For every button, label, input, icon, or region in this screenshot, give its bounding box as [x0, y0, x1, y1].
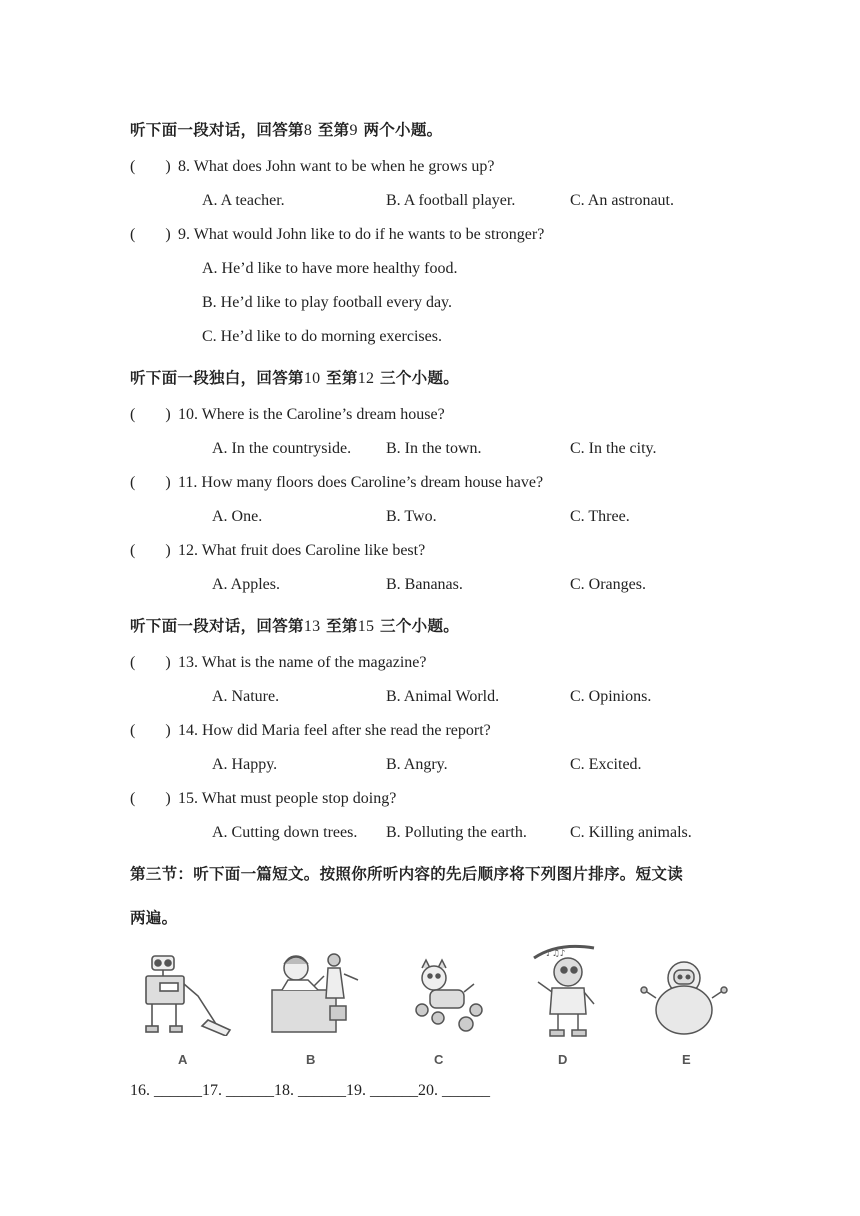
option-b: B. He’d like to play football every day. — [202, 294, 452, 311]
option-c: C. Three. — [570, 508, 630, 525]
question-9: ( ) 9. What would John like to do if he wants to be stronger? — [130, 226, 545, 243]
option-a: A. He’d like to have more healthy food. — [202, 260, 458, 277]
question-11: ( ) 11. How many floors does Caroline’s dream house have? — [130, 474, 544, 491]
picture-d-robot-with-music — [528, 942, 600, 1040]
option-a: A. Nature. — [212, 688, 280, 705]
answer-blank[interactable]: ( ) — [130, 542, 171, 559]
answer-blank[interactable]: ( ) — [130, 474, 171, 491]
option-c: C. An astronaut. — [570, 192, 674, 209]
option-a: A. Cutting down trees. — [212, 824, 358, 841]
option-b: B. Two. — [386, 508, 437, 525]
option-b: B. Angry. — [386, 756, 448, 773]
part3-instruction-line1: 第三节：听下面一篇短文。按照你所听内容的先后顺序将下列图片排序。短文读 — [130, 865, 684, 883]
option-c: C. Excited. — [570, 756, 642, 773]
section-heading: 听下面一段独白，回答第10 至第12 三个小题。 — [130, 369, 460, 387]
option-b: B. Polluting the earth. — [386, 824, 527, 841]
answer-blank[interactable]: ( ) — [130, 406, 171, 423]
answer-blank[interactable]: ( ) — [130, 722, 171, 739]
option-a: A. In the countryside. — [212, 440, 352, 457]
option-a: A. Happy. — [212, 756, 278, 773]
option-a: A. One. — [212, 508, 263, 525]
answer-blank[interactable]: ( ) — [130, 226, 171, 243]
question-8: ( ) 8. What does John want to be when he grows up? — [130, 158, 495, 175]
answer-blank[interactable]: ( ) — [130, 790, 171, 807]
option-b: B. A football player. — [386, 192, 516, 209]
picture-e-tumbler-robot — [640, 960, 728, 1036]
option-b: B. In the town. — [386, 440, 482, 457]
picture-c-robot-dog — [408, 958, 488, 1034]
picture-label-d: D — [558, 1052, 568, 1067]
option-c: C. Oranges. — [570, 576, 646, 593]
question-15: ( ) 15. What must people stop doing? — [130, 790, 397, 807]
picture-label-a: A — [178, 1052, 188, 1067]
question-14: ( ) 14. How did Maria feel after she read the report? — [130, 722, 491, 739]
picture-label-e: E — [682, 1052, 691, 1067]
answer-blanks-line[interactable]: 16. ______17. ______18. ______19. ______20. ______ — [130, 1082, 490, 1099]
svg-text:♪♫♪: ♪♫♪ — [546, 949, 566, 959]
picture-b-boy-and-robot-at-desk — [268, 950, 364, 1036]
part3-instruction-line2: 两遍。 — [130, 909, 178, 927]
question-13: ( ) 13. What is the name of the magazine? — [130, 654, 427, 671]
question-12: ( ) 12. What fruit does Caroline like best? — [130, 542, 426, 559]
section-heading: 听下面一段对话，回答第8 至第9 两个小题。 — [130, 121, 443, 139]
picture-a-robot-sweeping — [138, 950, 234, 1036]
question-10: ( ) 10. Where is the Caroline’s dream house? — [130, 406, 445, 423]
answer-blank[interactable]: ( ) — [130, 158, 171, 175]
option-a: A. A teacher. — [202, 192, 285, 209]
option-c: C. Opinions. — [570, 688, 652, 705]
picture-label-c: C — [434, 1052, 444, 1067]
picture-label-b: B — [306, 1052, 316, 1067]
option-b: B. Bananas. — [386, 576, 463, 593]
option-a: A. Apples. — [212, 576, 280, 593]
option-c: C. He’d like to do morning exercises. — [202, 328, 442, 345]
section-heading: 听下面一段对话，回答第13 至第15 三个小题。 — [130, 617, 460, 635]
answer-blank[interactable]: ( ) — [130, 654, 171, 671]
option-c: C. Killing animals. — [570, 824, 692, 841]
option-c: C. In the city. — [570, 440, 657, 457]
option-b: B. Animal World. — [386, 688, 500, 705]
